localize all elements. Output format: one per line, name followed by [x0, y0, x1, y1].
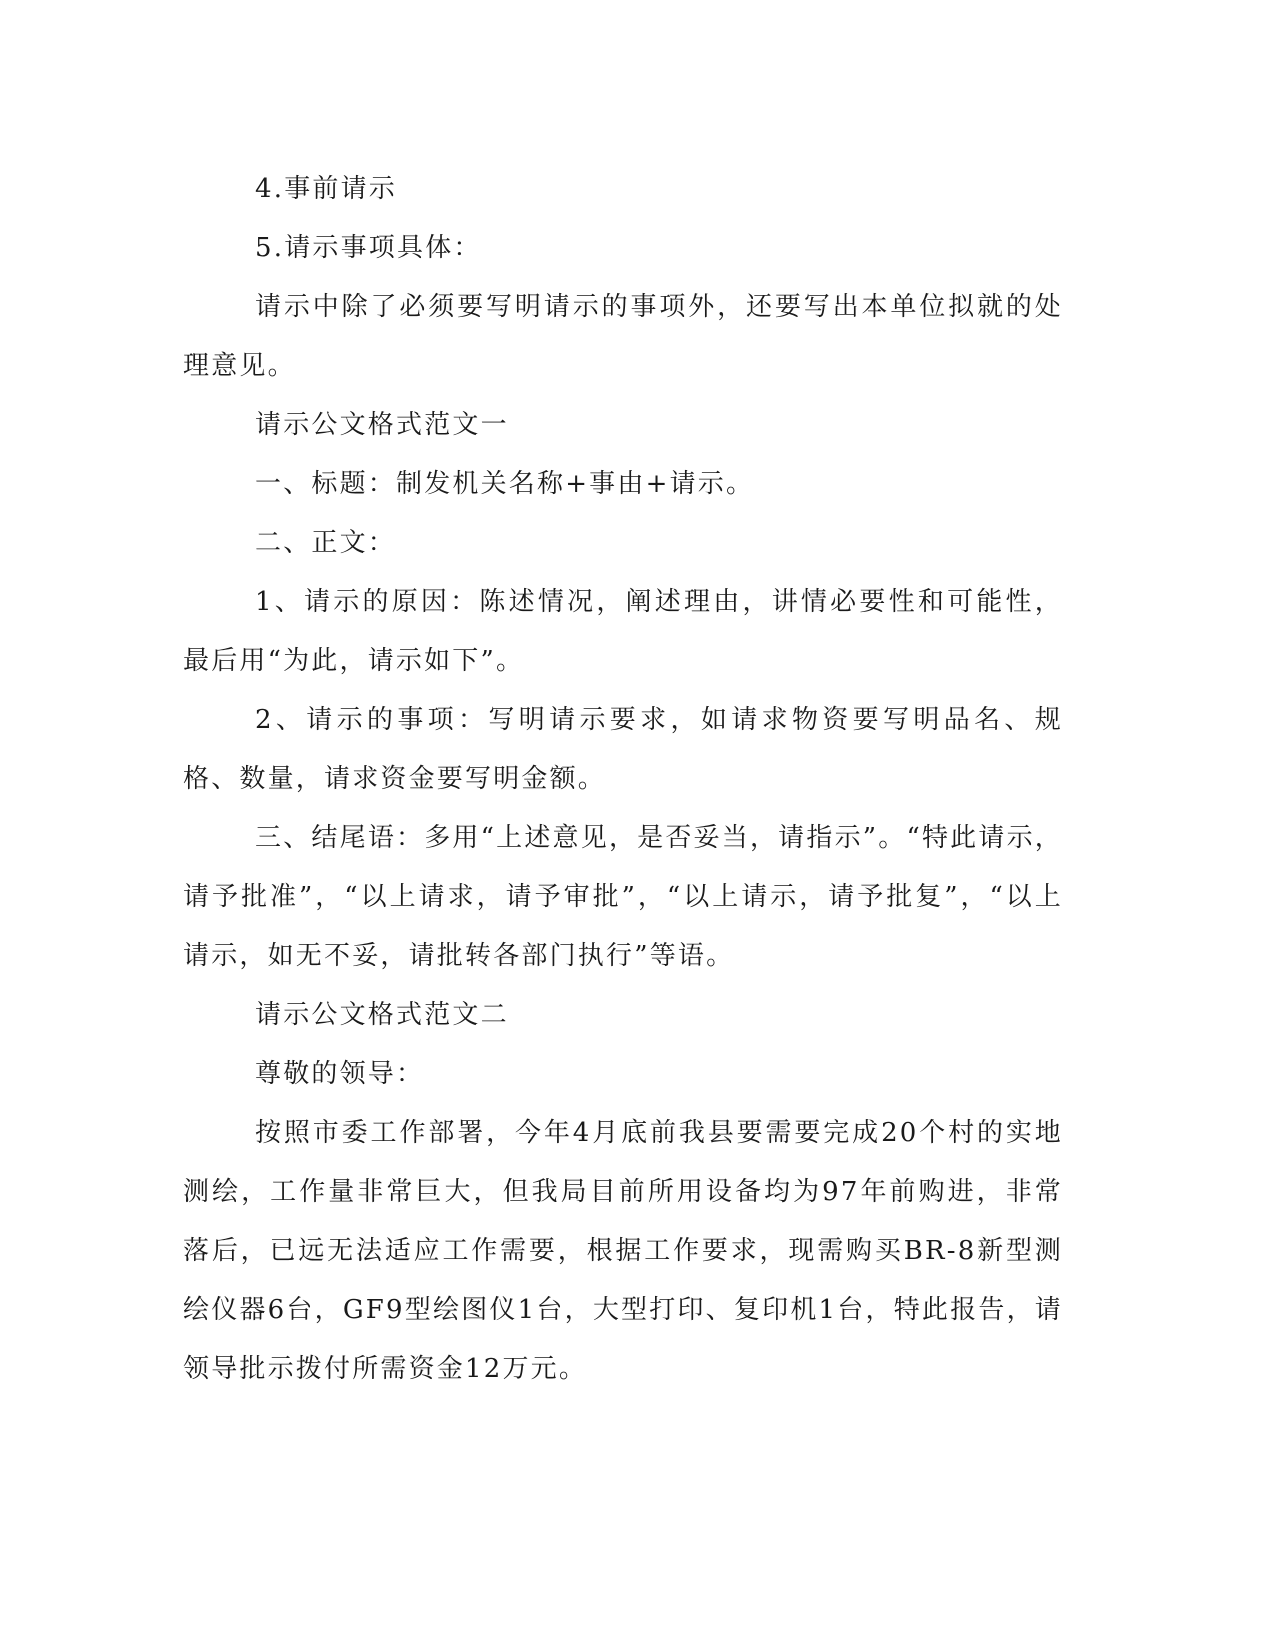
section-heading-sample-one: 请示公文格式范文一: [255, 410, 509, 440]
document-body: [183, 160, 1063, 1399]
paragraph-handling-opinion: 请示中除了必须要写明请示的事项外，还要写出本单位拟就的处理意见。: [183, 292, 1063, 381]
list-item-specific-matters: 5.请示事项具体：: [255, 233, 482, 263]
paragraph-request-reason: 1、请示的原因：陈述情况，阐述理由，讲情必要性和可能性，最后用“为此，请示如下”。: [183, 587, 1063, 676]
list-item-prior-request: 4.事前请示: [255, 174, 398, 204]
section-heading-sample-two: 请示公文格式范文二: [255, 1000, 509, 1030]
paragraph-request-body: 按照市委工作部署，今年4月底前我县要需要完成20个村的实地测绘，工作量非常巨大，但我局目前所用设备均为97年前购进，非常落后，已远无法适应工作需要，根据工作要求，现需购买BR-8新型测绘仪器6台，GF9型绘图仪1台，大型打印、复印机1台，特此报告，请领导批示拨付所需资金12万元。: [183, 1118, 1063, 1384]
paragraph-request-matters: 2、请示的事项：写明请示要求，如请求物资要写明品名、规格、数量，请求资金要写明金额。: [183, 705, 1063, 794]
paragraph-closing-phrases: 三、结尾语：多用“上述意见，是否妥当，请指示”。“特此请示，请予批准”，“以上请求，请予审批”，“以上请示，请予批复”，“以上请示，如无不妥，请批转各部门执行”等语。: [183, 823, 1063, 971]
paragraph-body-heading: 二、正文：: [255, 528, 397, 558]
salutation: 尊敬的领导：: [255, 1059, 425, 1089]
paragraph-title-format: 一、标题：制发机关名称+事由+请示。: [255, 469, 755, 499]
